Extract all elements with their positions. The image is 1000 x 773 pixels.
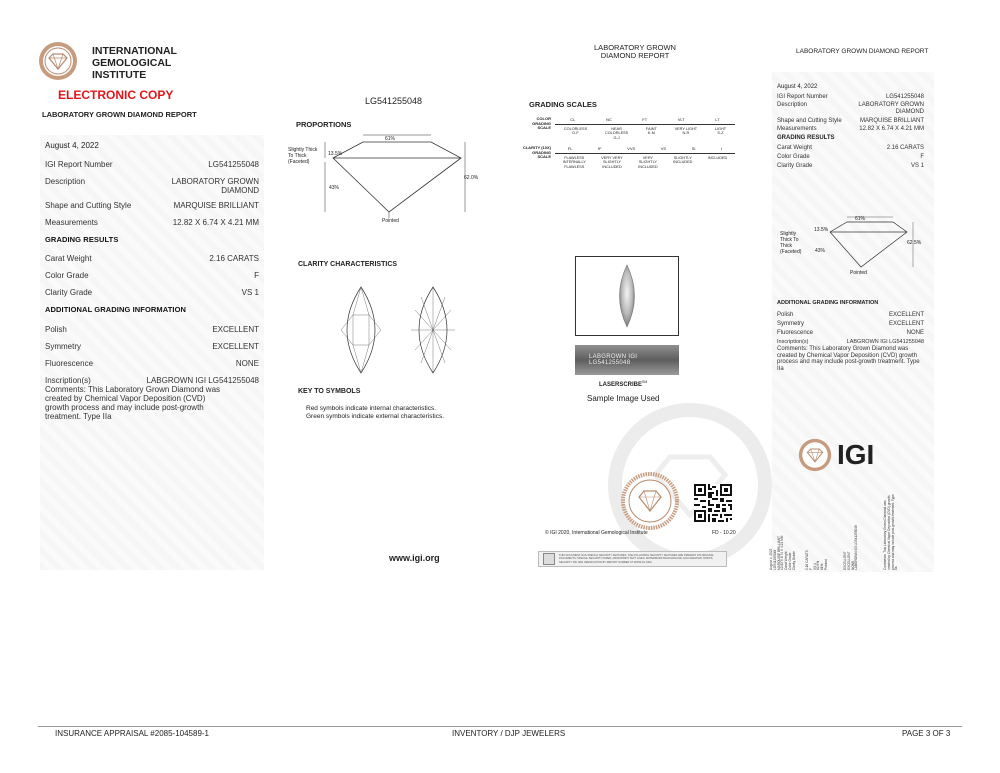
row-label: Fluorescence (45, 359, 94, 368)
additional-info-heading: ADDITIONAL GRADING INFORMATION (777, 300, 879, 306)
org-name (92, 45, 177, 81)
row-label: Measurements (45, 218, 98, 227)
scale-label-line: COLOR (536, 116, 551, 121)
depth-pct: 62.0% (464, 175, 479, 181)
pavilion-pct: 43% (329, 185, 340, 191)
row-label: Measurements (777, 126, 817, 132)
footer-appraisal-number: INSURANCE APPRAISAL #2085-104589-1 (55, 729, 210, 738)
row-value: LABORATORY GROWN DIAMOND (171, 177, 259, 195)
color-scale-bar (555, 122, 735, 125)
grading-results-heading: GRADING RESULTS (45, 235, 119, 244)
clarity-scale-label (520, 146, 551, 160)
row-label: Description (45, 177, 86, 186)
crown-pct: 13.5% (328, 151, 343, 157)
comments-text: Comments: This Laboratory Grown Diamond was created by Chemical Vapor Deposition (CVD) growth process and may include post-growth treatment. Type IIa (45, 385, 221, 421)
row-value: LABGROWN IGI LG541255048 (846, 339, 924, 345)
rotated-summary (766, 488, 934, 568)
table-pct: 61% (855, 216, 866, 222)
org-line-2: GEMOLOGICAL (92, 57, 172, 69)
scale-head: I (721, 146, 723, 151)
row-value: MARQUISE BRILLIANT (859, 118, 924, 124)
grading-results-heading: GRADING RESULTS (777, 135, 835, 141)
row-value: NONE (235, 359, 259, 368)
row-report-number (777, 94, 924, 100)
scale-head: VS (660, 146, 667, 151)
row-label: Symmetry (777, 321, 804, 327)
row-measurements (45, 218, 259, 227)
disclaimer-text: THIS DOCUMENT HAS SPECIAL SECURITY FEATURES. THE FOLLOWING SECURITY FEATURES ARE PRESENT ON ORIGINAL DOCUMENTS: SPECIAL SECURITY PAPER, MICROPRINT TEXT LINES, WATERMARK BACKGROUND, HOLOGRAPHIC STRIPS, SECURITY INK AND VERIFICATION BY REPORT NUMBER AT WWW.IGI.ORG (559, 554, 714, 564)
row-value: 2.16 CARATS (209, 254, 259, 263)
security-strip (538, 551, 727, 567)
qr-code-icon[interactable] (694, 484, 732, 522)
right-additional (777, 300, 924, 372)
row-shape (777, 118, 924, 124)
laserscribe-text: LASERSCRIBE (599, 382, 643, 388)
row-label: Shape and Cutting Style (45, 201, 132, 210)
sample-photo (575, 256, 679, 336)
row-value: EXCELLENT (888, 312, 924, 318)
row-label: IGI Report Number (777, 94, 828, 100)
row-carat (777, 145, 924, 151)
row-label: Inscription(s) (777, 339, 809, 345)
row-polish (777, 312, 924, 318)
row-label: Color Grade (777, 154, 810, 160)
laserscribe-label (599, 380, 647, 388)
igi-logo (798, 438, 874, 472)
igi-seal-left (38, 41, 78, 81)
row-value: F (254, 271, 259, 280)
diamond-profile (830, 222, 907, 267)
report-date: August 4, 2022 (777, 84, 818, 90)
row-label: Fluorescence (777, 330, 814, 336)
row-clarity (777, 163, 924, 169)
scale-desc: COLORLESS D-F (563, 127, 588, 136)
marquise-crown-view (341, 287, 381, 373)
row-value: 2.16 CARATS (886, 145, 924, 151)
culet-text: Pointed (850, 270, 867, 276)
row-symmetry (45, 342, 259, 351)
scale-head: LT (715, 117, 720, 122)
key-to-symbols-heading: KEY TO SYMBOLS (298, 388, 361, 395)
scale-label-line: GRADING (532, 120, 551, 126)
scale-desc: VERY SLIGHTLY INCLUDED (638, 156, 658, 169)
scale-desc: INCLUDED (707, 156, 728, 160)
scale-head: CL (570, 117, 576, 122)
culet-text: Pointed (382, 218, 399, 224)
diamond-profile (333, 142, 461, 212)
row-label: Clarity Grade (45, 288, 93, 297)
igi-logo-text: IGI (837, 439, 875, 470)
sample-caption: Sample Image Used (587, 394, 660, 403)
laserscribe-image (575, 345, 679, 375)
row-value: EXCELLENT (888, 321, 924, 327)
scale-head: FT (642, 117, 648, 122)
security-icon (543, 553, 555, 565)
row-color (777, 154, 924, 160)
footer-page-number: PAGE 3 OF 3 (902, 729, 951, 738)
row-value: EXCELLENT (212, 325, 259, 334)
scale-head: IF (598, 146, 602, 151)
scale-head: SI (691, 146, 696, 151)
form-code: FD - 10.20 (712, 530, 736, 536)
center-title-line-2: DIAMOND REPORT (600, 51, 670, 60)
row-clarity (45, 288, 259, 297)
crown-pct: 13.5% (814, 227, 829, 233)
row-value: VS 1 (910, 163, 924, 169)
row-value: 12.82 X 6.74 X 4.21 MM (172, 218, 259, 227)
rotated-block-4: Comments: This Laboratory Grown Diamond was created by Chemical Vapor Deposition (CVD) growth process and may include post-growth treatment. Type IIa (883, 494, 899, 570)
center-title (580, 44, 690, 60)
row-symmetry (777, 321, 924, 327)
row-label: Clarity Grade (777, 163, 813, 169)
row-label: Carat Weight (45, 254, 92, 263)
row-value: VS 1 (241, 288, 259, 297)
row-label: Shape and Cutting Style (777, 118, 842, 124)
report-date: August 4, 2022 (45, 141, 99, 150)
rotated-block-2: 2.16 CARATS F VS 1 62.5% 61% Pointed (805, 550, 828, 570)
key-line-green: Green symbols indicate external characteristics. (306, 412, 445, 420)
row-label: Color Grade (45, 271, 89, 280)
scale-desc: VERY LIGHT N-R (674, 127, 698, 136)
row-color (45, 271, 259, 280)
key-to-symbols-text (306, 405, 444, 420)
website-link[interactable]: www.igi.org (389, 553, 440, 563)
seal-icon (622, 473, 678, 529)
row-shape (45, 201, 259, 210)
scale-label-line: SCALE (537, 125, 551, 130)
row-label: Polish (45, 325, 67, 334)
depth-pct: 62.5% (907, 240, 922, 246)
row-value: MARQUISE BRILLIANT (173, 201, 259, 210)
scale-desc: SLIGHTLY INCLUDED (673, 156, 693, 165)
row-label: Carat Weight (777, 145, 812, 151)
row-value: EXCELLENT (212, 342, 259, 351)
scale-label-line: CLARITY (10X) (522, 145, 551, 150)
scale-desc: FAINT K-M (646, 127, 657, 136)
scale-head: FL (567, 146, 573, 151)
seal-icon (38, 41, 78, 81)
row-measurements (777, 126, 924, 132)
row-value: LG541255048 (208, 160, 259, 169)
seal-icon (798, 438, 832, 472)
row-polish (45, 325, 259, 334)
marquise-pavilion-view (411, 287, 455, 373)
right-details (777, 84, 924, 169)
girdle-text: Slightly Thick To Thick (Faceted) (288, 147, 318, 165)
clarity-scale-desc (555, 156, 735, 169)
color-scale-desc (555, 127, 735, 140)
row-label: Symmetry (45, 342, 81, 351)
report-number-center: LG541255048 (365, 96, 423, 106)
org-line-1: INTERNATIONAL (92, 45, 177, 57)
rotated-block-1: August 4, 2022 LG541255048 MARQUISE BRILLIANT 12.82 X 6.74 X 4.21 MM Carat Weight Color Grade Clarity Grade (769, 535, 796, 570)
scale-label-line: SCALE (537, 154, 551, 159)
scale-desc: NEAR COLORLESS G-J (604, 127, 629, 140)
row-value: LABORATORY GROWN DIAMOND (858, 102, 924, 115)
diamond-photo-icon (576, 257, 678, 335)
center-title-line-1: LABORATORY GROWN (594, 43, 676, 52)
proportions-diagram (285, 130, 485, 230)
rotated-block-3: EXCELLENT EXCELLENT NONE LABGROWN IGI LG541255048 (843, 525, 859, 570)
row-description (45, 177, 259, 195)
row-description (777, 102, 924, 116)
key-line-red: Red symbols indicate internal characteristics. (306, 405, 437, 412)
copyright-text: © IGI 2020, International Gemological Institute (545, 530, 648, 536)
girdle-text: Slightly Thick To Thick (Faceted) (780, 231, 802, 255)
clarity-scale-bar (555, 151, 735, 154)
color-scale (555, 117, 735, 140)
igi-seal-center (622, 473, 678, 529)
row-report-number (45, 160, 259, 169)
row-fluorescence (45, 359, 259, 368)
row-inscription (45, 376, 259, 385)
footer-inventory: INVENTORY / DJP JEWELERS (452, 729, 566, 738)
row-carat (45, 254, 259, 263)
scale-head: VLT (677, 117, 685, 122)
electronic-copy-label: ELECTRONIC COPY (58, 88, 174, 102)
clarity-heading: CLARITY CHARACTERISTICS (298, 261, 398, 268)
org-line-3: INSTITUTE (92, 69, 147, 81)
scale-head: VVS (627, 146, 636, 151)
sm-mark: SM (642, 380, 648, 384)
row-label: Polish (777, 312, 794, 318)
left-report-panel (40, 135, 264, 570)
clarity-plot (325, 285, 465, 375)
inscription-text: LABGROWN IGI LG541255048 (589, 354, 638, 366)
grading-scales-heading: GRADING SCALES (529, 100, 597, 109)
report-type-left: LABORATORY GROWN DIAMOND REPORT (42, 110, 197, 119)
comments-text: Comments: This Laboratory Grown Diamond was created by Chemical Vapor Deposition (CVD) growth process and may include post-growth treatment. Type IIa (777, 346, 920, 372)
clarity-scale (555, 146, 735, 169)
report-type-right: LABORATORY GROWN DIAMOND REPORT (796, 48, 929, 55)
row-inscription (777, 339, 924, 345)
scale-desc: FLAWLESS INTERNALLY FLAWLESS (562, 156, 586, 169)
color-scale-label (527, 117, 551, 131)
row-label: IGI Report Number (45, 160, 113, 169)
scale-head: NC (605, 117, 612, 122)
scale-desc: LIGHT S-Z (714, 127, 727, 136)
row-label: Description (777, 102, 808, 108)
footer-divider (38, 726, 962, 727)
row-value: NONE (906, 330, 924, 336)
row-value: F (920, 154, 924, 160)
row-value: LABGROWN IGI LG541255048 (146, 376, 259, 385)
scale-label-line: GRADING (532, 149, 551, 155)
row-value: 12.82 X 6.74 X 4.21 MM (859, 126, 924, 132)
additional-info-heading: ADDITIONAL GRADING INFORMATION (45, 305, 187, 314)
row-fluorescence (777, 330, 924, 336)
row-value: LG541255048 (885, 94, 924, 100)
pavilion-pct: 43% (815, 248, 826, 254)
scale-desc: VERY VERY SLIGHTLY INCLUDED (601, 156, 623, 169)
proportions-title: PROPORTIONS (296, 120, 352, 129)
row-label: Inscription(s) (45, 376, 91, 385)
table-pct: 61% (385, 136, 396, 142)
